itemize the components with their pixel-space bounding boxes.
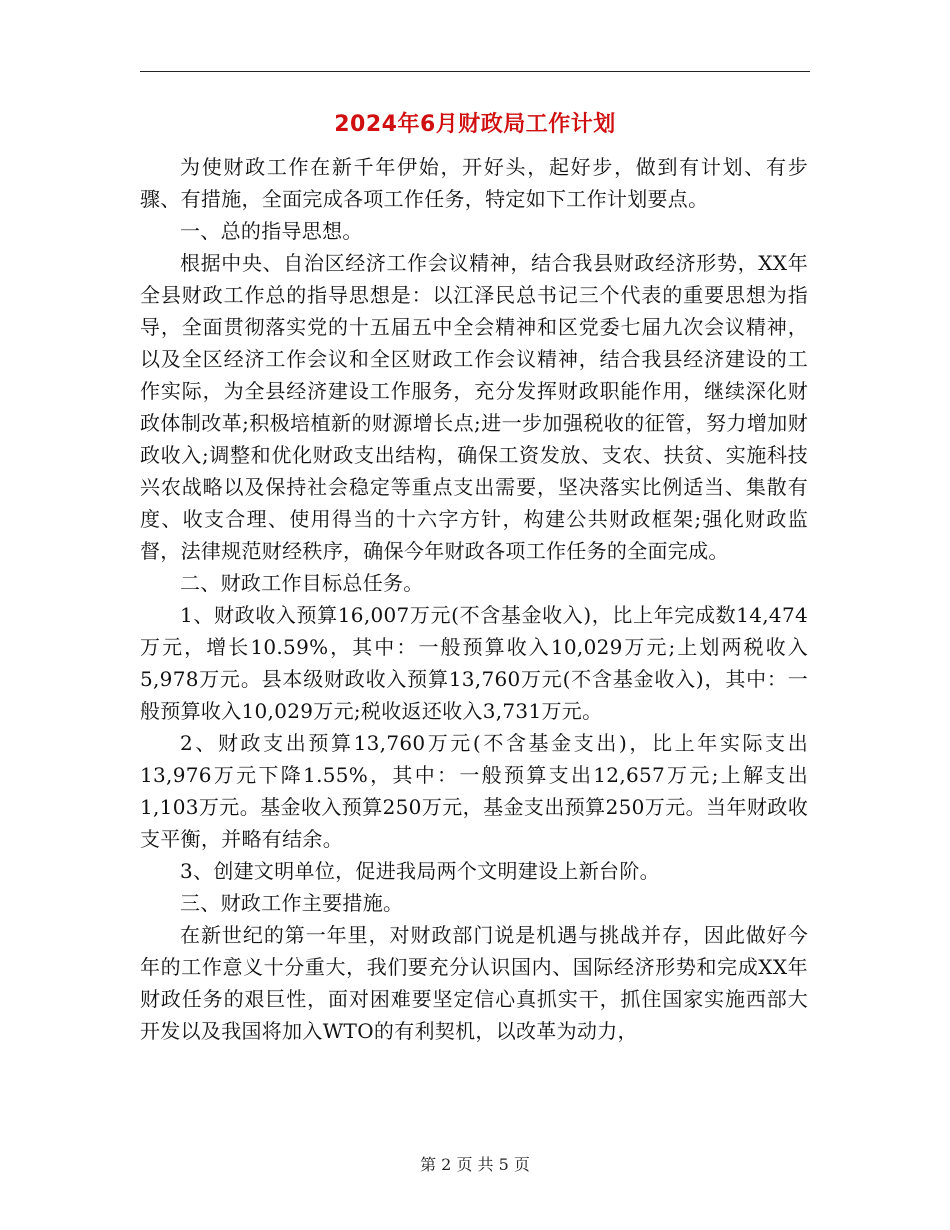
paragraph-revenue-target: 1、财政收入预算16,007万元(不含基金收入)，比上年完成数14,474万元，增长10.59%，其中：一般预算收入10,029万元;上划两税收入5,978万元。县本级财政收入预算13,760万元(不含基金收入)，其中：一般预算收入10,029万元;税收返还收入3,731万元。 [140,603,808,723]
section-heading-3: 三、财政工作主要措施。 [180,891,404,915]
paragraph-civilized-unit: 3、创建文明单位，促进我局两个文明建设上新台阶。 [180,859,660,883]
section-heading-2: 二、财政工作目标总任务。 [180,571,424,595]
paragraph-intro: 为使财政工作在新千年伊始，开好头，起好步，做到有计划、有步骤、有措施，全面完成各项工作任务，特定如下工作计划要点。 [140,155,808,211]
header-rule [140,71,810,72]
document-title: 2024年6月财政局工作计划 [334,112,616,137]
paragraph-guiding-thought: 根据中央、自治区经济工作会议精神，结合我县财政经济形势，XX年全县财政工作总的指导思想是：以江泽民总书记三个代表的重要思想为指导，全面贯彻落实党的十五届五中全会精神和区党委七届九次会议精神，以及全区经济工作会议和全区财政工作会议精神，结合我县经济建设的工作实际，为全县经济建设工作服务，充分发挥财政职能作用，继续深化财政体制改革;积极培植新的财源增长点;进一步加强税收的征管，努力增加财政收入;调整和优化财政支出结构，确保工资发放、支农、扶贫、实施科技兴农战略以及保持社会稳定等重点支出需要，坚决落实比例适当、集散有度、收支合理、使用得当的十六字方针，构建公共财政框架;强化财政监督，法律规范财经秩序，确保今年财政各项工作任务的全面完成。 [140,251,808,563]
paragraph-measures: 在新世纪的第一年里，对财政部门说是机遇与挑战并存，因此做好今年的工作意义十分重大，我们要充分认识国内、国际经济形势和完成XX年财政任务的艰巨性，面对困难要坚定信心真抓实干，抓住国家实施西部大开发以及我国将加入WTO的有利契机，以改革为动力， [140,923,808,1043]
paragraph-expenditure-target: 2、财政支出预算13,760万元(不含基金支出)，比上年实际支出13,976万元下降1.55%，其中：一般预算支出12,657万元;上解支出1,103万元。基金收入预算250万元，基金支出预算250万元。当年财政收支平衡，并略有结余。 [140,731,808,851]
page-number-footer: 第 2 页 共 5 页 [420,1155,530,1174]
document-body [140,151,808,1047]
section-heading-1: 一、总的指导思想。 [180,219,363,243]
